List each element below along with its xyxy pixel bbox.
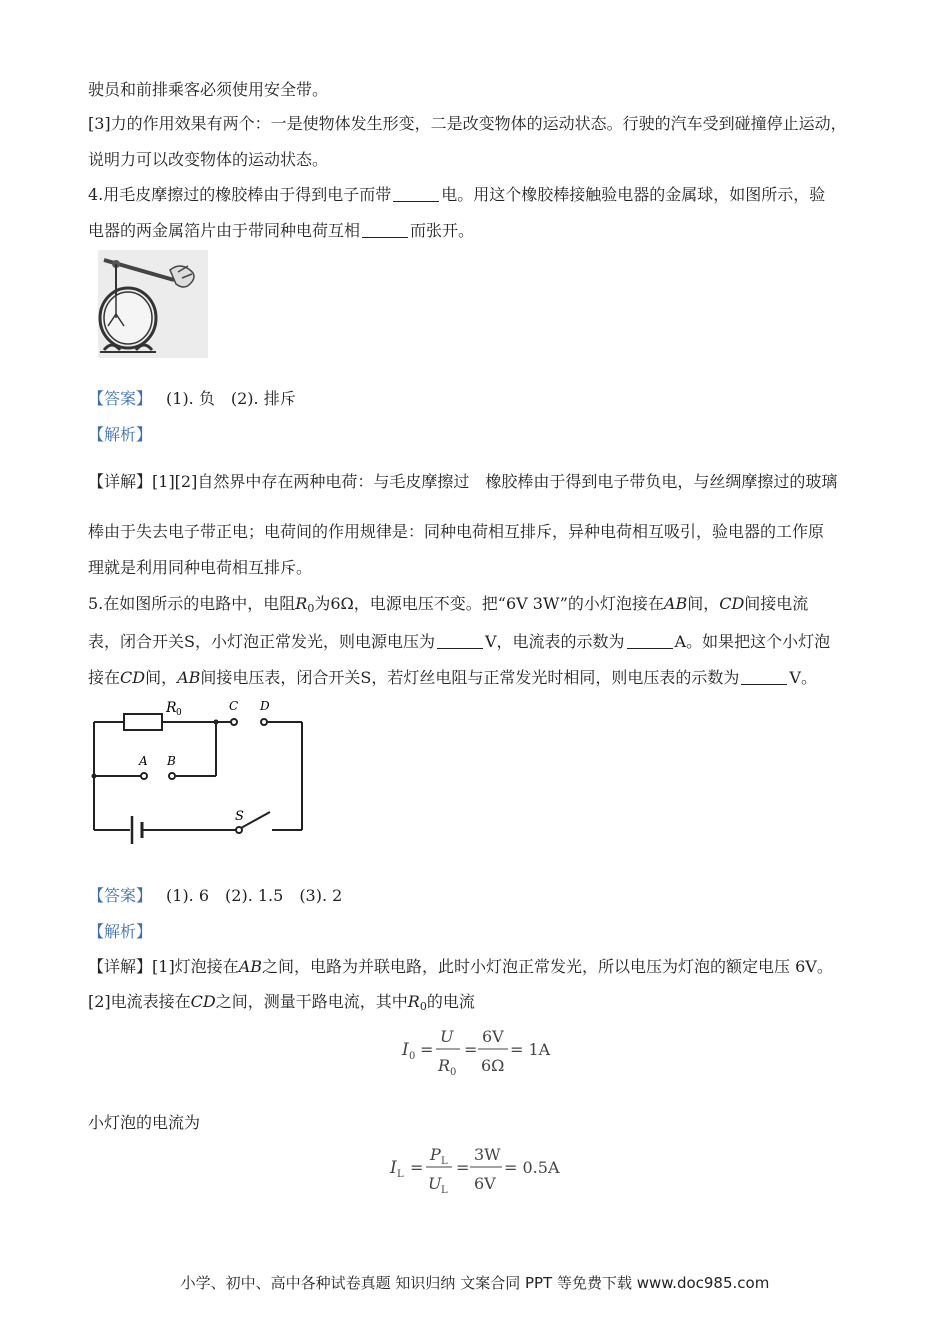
answer-label: 【答案】 [88,886,153,905]
answer-line [88,389,296,409]
text-line: 理就是利用同种电荷相互排斥。 [88,558,313,577]
text: 表，闭合开关S，小灯泡正常发光，则电源电压为 [88,632,435,651]
analysis-label-line [88,425,166,445]
f1-den2: 6Ω [481,1056,505,1075]
label-b: B [167,754,176,768]
answer-blank [437,634,483,649]
text: 为6Ω，电源电压不变。把“6V 3W”的小灯泡接在 [314,594,664,613]
formula-i0 [400,1022,560,1080]
detail-label: 【详解】 [88,472,153,491]
question-4-line-1 [88,185,825,205]
text: 5.在如图所示的电路中，电阻 [88,594,296,613]
var: AB [238,957,262,976]
terminal-c [231,719,237,725]
text: 4.用毛皮摩擦过的橡胶棒由于得到电子而带 [88,185,392,204]
text-line: 说明力可以改变物体的运动状态。 [88,150,329,169]
f2-eq2: = [456,1158,470,1177]
f2-den1: U [428,1174,442,1193]
text-line: 小灯泡的电流为 [88,1113,201,1132]
question-5-line-2 [88,632,830,652]
circuit-diagram [88,698,314,848]
text: [1]灯泡接在 [152,957,239,976]
text: V，电流表的示数为 [484,632,625,651]
text-line: 棒由于失去电子带正电；电荷间的作用规律是：同种电荷相互排斥，异种电荷相互吸引，验电器的工作原 [88,522,825,541]
text: 电器的两金属箔片由于带同种电荷互相 [88,221,361,240]
text: [2]电流表接在 [88,992,191,1011]
answer-blank [393,187,439,202]
f1-eq: = [420,1040,434,1059]
resistor-r0 [124,714,162,730]
label-r0-sub: 0 [176,708,182,718]
f2-num1-sub: L [441,1156,448,1167]
f1-num2: 6V [482,1027,504,1046]
var: AB [663,594,688,613]
f2-lhs: I [390,1158,397,1178]
text: 接在 [88,668,121,687]
question-5-line-1 [88,594,808,619]
f1-lhs: I [402,1040,409,1060]
text: 电。用这个橡胶棒接触验电器的金属球，如图所示，验 [441,185,826,204]
analysis-label: 【解析】 [88,922,153,941]
var: CD [190,992,216,1011]
answer-label: 【答案】 [88,389,153,408]
text-line: 驶员和前排乘客必须使用安全带。 [88,80,329,99]
question-5-line-3 [88,668,817,688]
f1-lhs-sub: 0 [409,1051,416,1062]
var: CD [120,668,146,687]
page-footer: 小学、初中、高中各种试卷真题 知识归纳 文案合同 PPT 等免费下载 www.doc985.com [180,1274,770,1292]
text: A。如果把这个小灯泡 [674,632,831,651]
switch-blade [241,812,270,828]
answer-blank [362,223,408,238]
var: R [295,594,308,613]
text: 间， [687,594,720,613]
answer-text: (1). 6 (2). 1.5 (3). 2 [166,886,343,905]
label-c: C [229,699,239,713]
detail-line [88,957,833,977]
f1-den1-sub: 0 [450,1067,457,1078]
formula-il [388,1140,568,1198]
label-r0: R [166,700,177,716]
detail-line [88,472,837,492]
f2-den2: 6V [474,1174,496,1193]
f2-eq: = [410,1158,424,1177]
text: 间接电压表，闭合开关S，若灯丝电阻与正常发光时相同，则电压表的示数为 [200,668,740,687]
var-sub: 0 [307,602,315,615]
var: R [407,992,420,1011]
text: 而张开。 [410,221,475,240]
question-4-line-2 [88,221,474,241]
answer-blank [741,670,787,685]
terminal-b [169,773,175,779]
text: [1][2]自然界中存在两种电荷：与毛皮摩擦过 橡胶棒由于得到电子带负电，与丝绸摩擦过的玻璃 [152,472,838,491]
answer-line [88,886,342,906]
text: 之间，测量干路电流，其中 [215,992,408,1011]
detail-label: 【详解】 [88,957,153,976]
f1-num1: U [440,1027,454,1046]
f1-den1: R [438,1056,451,1075]
f2-num2: 3W [474,1145,501,1164]
text: 的电流 [426,992,475,1011]
f2-lhs-sub: L [397,1169,404,1180]
f2-result: = 0.5A [504,1158,560,1177]
f1-eq2: = [464,1040,478,1059]
f1-result: = 1A [510,1040,551,1059]
terminal-d [261,719,267,725]
label-a: A [139,754,148,768]
var: AB [177,668,201,687]
analysis-label-line [88,922,166,942]
var-sub: 0 [419,1000,427,1013]
text-line: [3]力的作用效果有两个：一是使物体发生形变，二是改变物体的运动状态。行驶的汽车受到碰撞停止运动， [88,114,847,133]
text: 之间，电路为并联电路，此时小灯泡正常发光，所以电压为灯泡的额定电压 6V。 [262,957,833,976]
f2-num1: P [430,1145,441,1164]
text: 间接电流 [744,594,809,613]
terminal-a [141,773,147,779]
answer-blank [627,634,673,649]
text: V。 [789,668,817,687]
label-s: S [235,809,244,824]
electroscope-figure [98,250,208,358]
analysis-label: 【解析】 [88,425,153,444]
text-line [88,992,475,1017]
f2-den1-sub: L [441,1185,448,1196]
text: 间， [145,668,178,687]
answer-text: (1). 负 (2). 排斥 [166,389,296,408]
label-d: D [260,699,270,713]
var: CD [719,594,745,613]
